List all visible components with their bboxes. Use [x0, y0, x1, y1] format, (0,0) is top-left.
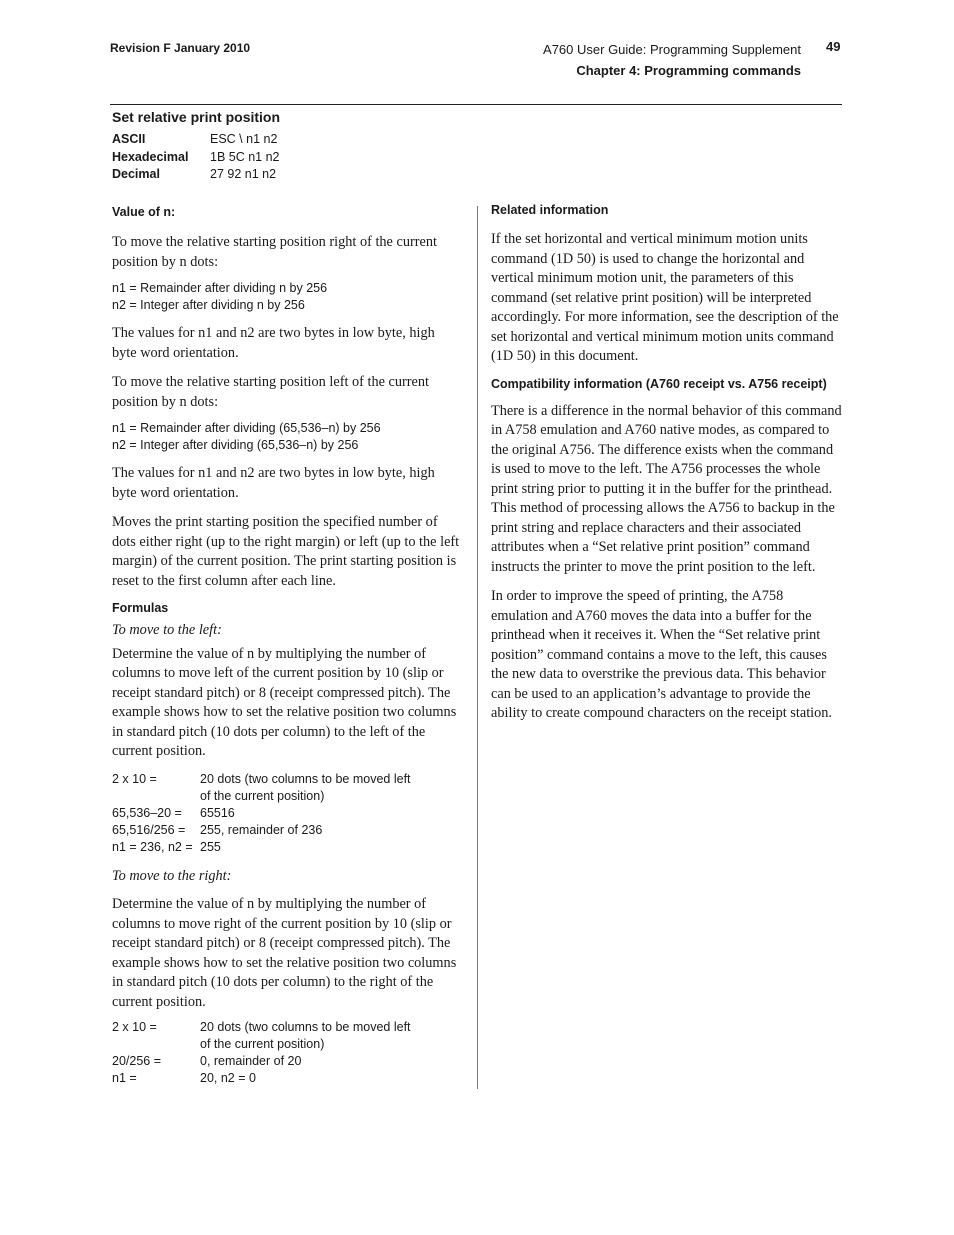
- move-right-intro: To move the relative starting position right of the current position by n dots:: [112, 234, 437, 270]
- bytes-note-1: The values for n1 and n2 are two bytes in low byte, high byte word orientation.: [112, 325, 435, 361]
- column-divider: [477, 206, 478, 1089]
- to-left-label: To move to the left:: [112, 622, 222, 638]
- section-title: Set relative print position: [112, 109, 281, 125]
- move-left-intro: To move the relative starting position left of the current position by n dots:: [112, 374, 430, 410]
- calc-row: 65,516/256 = 255, remainder of 236: [112, 822, 323, 837]
- right-column: [491, 201, 843, 724]
- calc-row: 65,536–20 = 65516: [112, 805, 235, 820]
- calc-left-table: [112, 771, 462, 856]
- to-right-label: To move to the right:: [112, 867, 232, 884]
- compat-heading: Compatibility information (A760 receipt vs. A756 receipt): [491, 376, 827, 391]
- related-paragraph: If the set horizontal and vertical minimum motion units command (1D 50) is used to change the horizontal and vertical minimum motion unit, the parameters of this command (set relative print position) will be interpreted accordingly. For more information, see the description of the set horizontal and vertical minimum motion units command (1D 50) in this document.: [491, 231, 839, 364]
- code-row-hex: Hexadecimal 1B 5C n1 n2: [112, 149, 280, 164]
- command-codes: [112, 131, 280, 184]
- right-formula-2: n2 = Integer after dividing n by 256: [112, 298, 305, 312]
- value-heading: Value of n:: [112, 205, 176, 219]
- to-right-paragraph: Determine the value of n by multiplying the number of columns to move right of the current position by 10 (slip or receipt standard pitch) or 8 (receipt compressed pitch). The example shows how to set the relative position two columns in standard pitch (10 dots per column) to the right of the current position.: [112, 896, 457, 1010]
- calc-row: 2 x 10 = 20 dots (two columns to be moved left: [112, 771, 411, 786]
- formulas-heading: Formulas: [112, 601, 169, 615]
- page-number: 49: [826, 39, 841, 54]
- code-row-ascii: ASCII ESC \ n1 n2: [112, 132, 278, 146]
- to-left-paragraph: Determine the value of n by multiplying the number of columns to move left of the current position by 10 (slip or receipt standard pitch) or 8 (receipt compressed pitch). The example shows how to set the relative position two columns in standard pitch (10 dots per column) to the left of the current position.: [112, 645, 457, 759]
- right-formula-1: n1 = Remainder after dividing n by 256: [112, 281, 328, 295]
- calc-row: n1 = 236, n2 = 255: [112, 839, 221, 854]
- guide-title: A760 User Guide: Programming Supplement: [543, 42, 801, 57]
- left-formula-2: n2 = Integer after dividing (65,536–n) by 256: [112, 438, 359, 452]
- compat-paragraph-1: There is a difference in the normal behavior of this command in A758 emulation and A760 native modes, as compared to the original A756. The difference exists when the command is used to move to the left. The A756 processes the whole print string prior to putting it in the buffer for the printhead. This method of processing allows the A756 to backup in the print string and replace characters and their associated attributes when a “Set relative print position” command instructs the printer to move the print position to the left.: [491, 402, 842, 575]
- calc-row: 2 x 10 = 20 dots (two columns to be moved left: [112, 1020, 411, 1034]
- moves-paragraph: Moves the print starting position the specified number of dots either right (up to the right margin) or left (up to the left margin) of the current position. The print starting position is reset to the first column after each line.: [112, 514, 460, 589]
- calc-right-table: [112, 1019, 462, 1087]
- header-rule: [110, 104, 842, 105]
- calc-row: of the current position): [200, 788, 325, 803]
- revision-label: Revision F January 2010: [110, 41, 251, 55]
- related-heading: Related information: [491, 203, 609, 217]
- calc-row: 20/256 = 0, remainder of 20: [112, 1054, 302, 1068]
- compat-paragraph-2: In order to improve the speed of printing, the A758 emulation and A760 moves the data into a buffer for the printhead when it receives it. When the “Set relative print position” command contains a move to the left, this causes the new data to overstrike the previous data. This behavior can be used to an application’s advantage to provide the ability to create compound characters on the receipt station.: [491, 588, 833, 721]
- calc-row: n1 = 20, n2 = 0: [112, 1071, 256, 1085]
- chapter-title: Chapter 4: Programming commands: [576, 63, 801, 78]
- left-column: [112, 203, 462, 1087]
- calc-row: of the current position): [200, 1037, 325, 1051]
- running-header: [543, 39, 801, 81]
- code-row-decimal: Decimal 27 92 n1 n2: [112, 167, 277, 181]
- bytes-note-2: The values for n1 and n2 are two bytes in low byte, high byte word orientation.: [112, 465, 435, 501]
- left-formula-1: n1 = Remainder after dividing (65,536–n) by 256: [112, 421, 381, 435]
